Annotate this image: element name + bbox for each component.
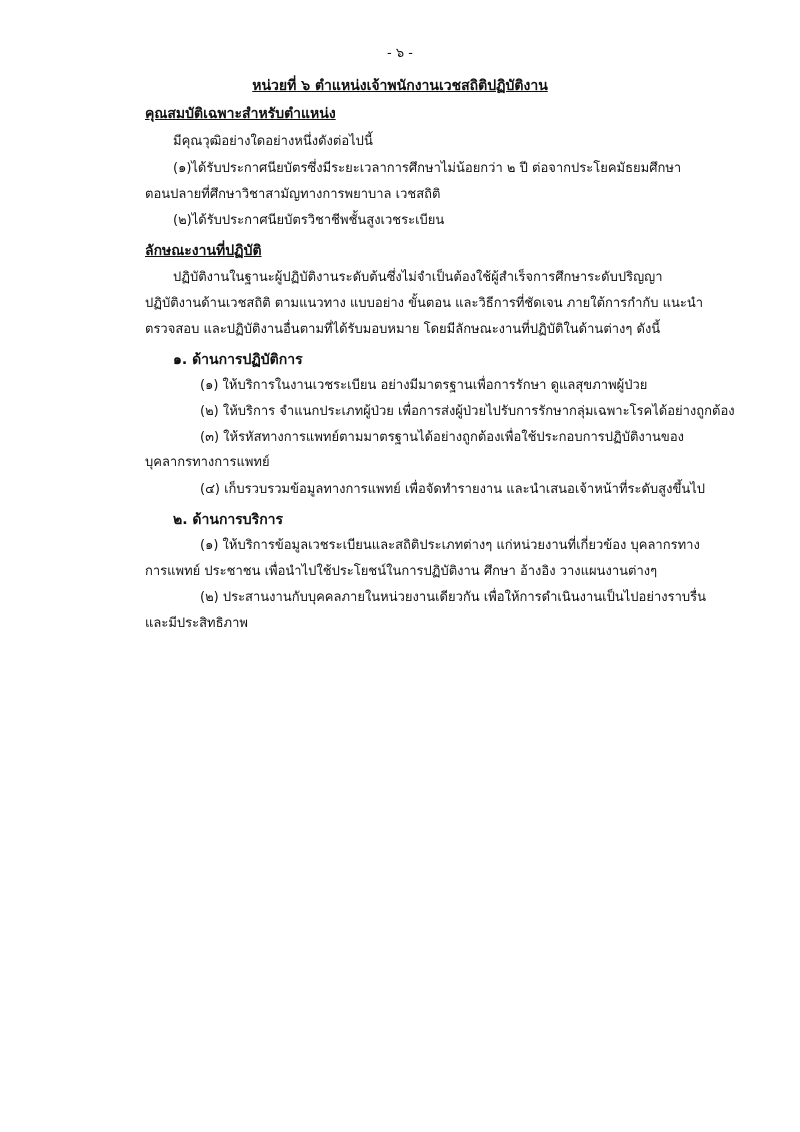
page-number: - ๖ - [387, 46, 413, 61]
services-heading: ๒. ด้านการบริการ [173, 512, 284, 528]
qualification-item-1-line-1: (๑)ได้รับประกาศนียบัตรซึ่งมีระยะเวลาการศึกษาไม่น้อยกว่า ๒ ปี ต่อจากประโยคมัธยมศึกษา [173, 161, 682, 176]
operations-heading: ๑. ด้านการปฏิบัติการ [173, 352, 303, 368]
qualifications-heading: คุณสมบัติเฉพาะสำหรับตำแหน่ง [145, 106, 336, 122]
services-item-2-line-1: (๒) ประสานงานกับบุคคลภายในหน่วยงานเดียวกัน เพื่อให้การดำเนินงานเป็นไปอย่างราบรื่น [200, 590, 707, 605]
job-nature-line-3: ตรวจสอบ และปฏิบัติงานอื่นตามที่ได้รับมอบหมาย โดยมีลักษณะงานที่ปฏิบัติในด้านต่างๆ ดังนี้ [145, 322, 661, 337]
operations-item-2: (๒) ให้บริการ จำแนกประเภทผู้ป่วย เพื่อการส่งผู้ป่วยไปรับการรักษากลุ่มเฉพาะโรคได้อย่างถูกต้อง [200, 404, 735, 419]
operations-item-3-line-1: (๓) ให้รหัสทางการแพทย์ตามมาตรฐานได้อย่างถูกต้องเพื่อใช้ประกอบการปฏิบัติงานของ [200, 430, 684, 445]
services-item-2-line-2: และมีประสิทธิภาพ [145, 616, 248, 631]
services-item-1-line-2: การแพทย์ ประชาชน เพื่อนำไปใช้ประโยชน์ในการปฏิบัติงาน ศึกษา อ้างอิง วางแผนงานต่างๆ [145, 564, 658, 579]
job-nature-line-1: ปฏิบัติงานในฐานะผู้ปฏิบัติงานระดับต้นซึ่งไม่จำเป็นต้องใช้ผู้สำเร็จการศึกษาระดับปริญญา [173, 270, 663, 285]
page-title: หน่วยที่ ๖ ตำแหน่งเจ้าพนักงานเวชสถิติปฏิบัติงาน [252, 78, 548, 94]
operations-item-3-line-2: บุคลากรทางการแพทย์ [145, 455, 270, 470]
services-item-1-line-1: (๑) ให้บริการข้อมูลเวชระเบียนและสถิติประเภทต่างๆ แก่หน่วยงานที่เกี่ยวข้อง บุคลากรทาง [200, 538, 700, 553]
operations-item-4: (๔) เก็บรวบรวมข้อมูลทางการแพทย์ เพื่อจัดทำรายงาน และนำเสนอเจ้าหน้าที่ระดับสูงขึ้นไป [200, 482, 706, 497]
job-nature-line-2: ปฏิบัติงานด้านเวชสถิติ ตามแนวทาง แบบอย่าง ขั้นตอน และวิธีการที่ชัดเจน ภายใต้การกำกับ แนะนำ [145, 296, 704, 311]
qualifications-intro: มีคุณวุฒิอย่างใดอย่างหนึ่งดังต่อไปนี้ [173, 134, 373, 149]
qualification-item-2: (๒)ได้รับประกาศนียบัตรวิชาชีพชั้นสูงเวชระเบียน [173, 213, 445, 228]
operations-item-1: (๑) ให้บริการในงานเวชระเบียน อย่างมีมาตรฐานเพื่อการรักษา ดูแลสุขภาพผู้ป่วย [200, 378, 648, 393]
qualification-item-1-line-2: ตอนปลายที่ศึกษาวิชาสามัญทางการพยาบาล เวชสถิติ [145, 187, 441, 202]
job-nature-heading: ลักษณะงานที่ปฏิบัติ [145, 243, 262, 259]
